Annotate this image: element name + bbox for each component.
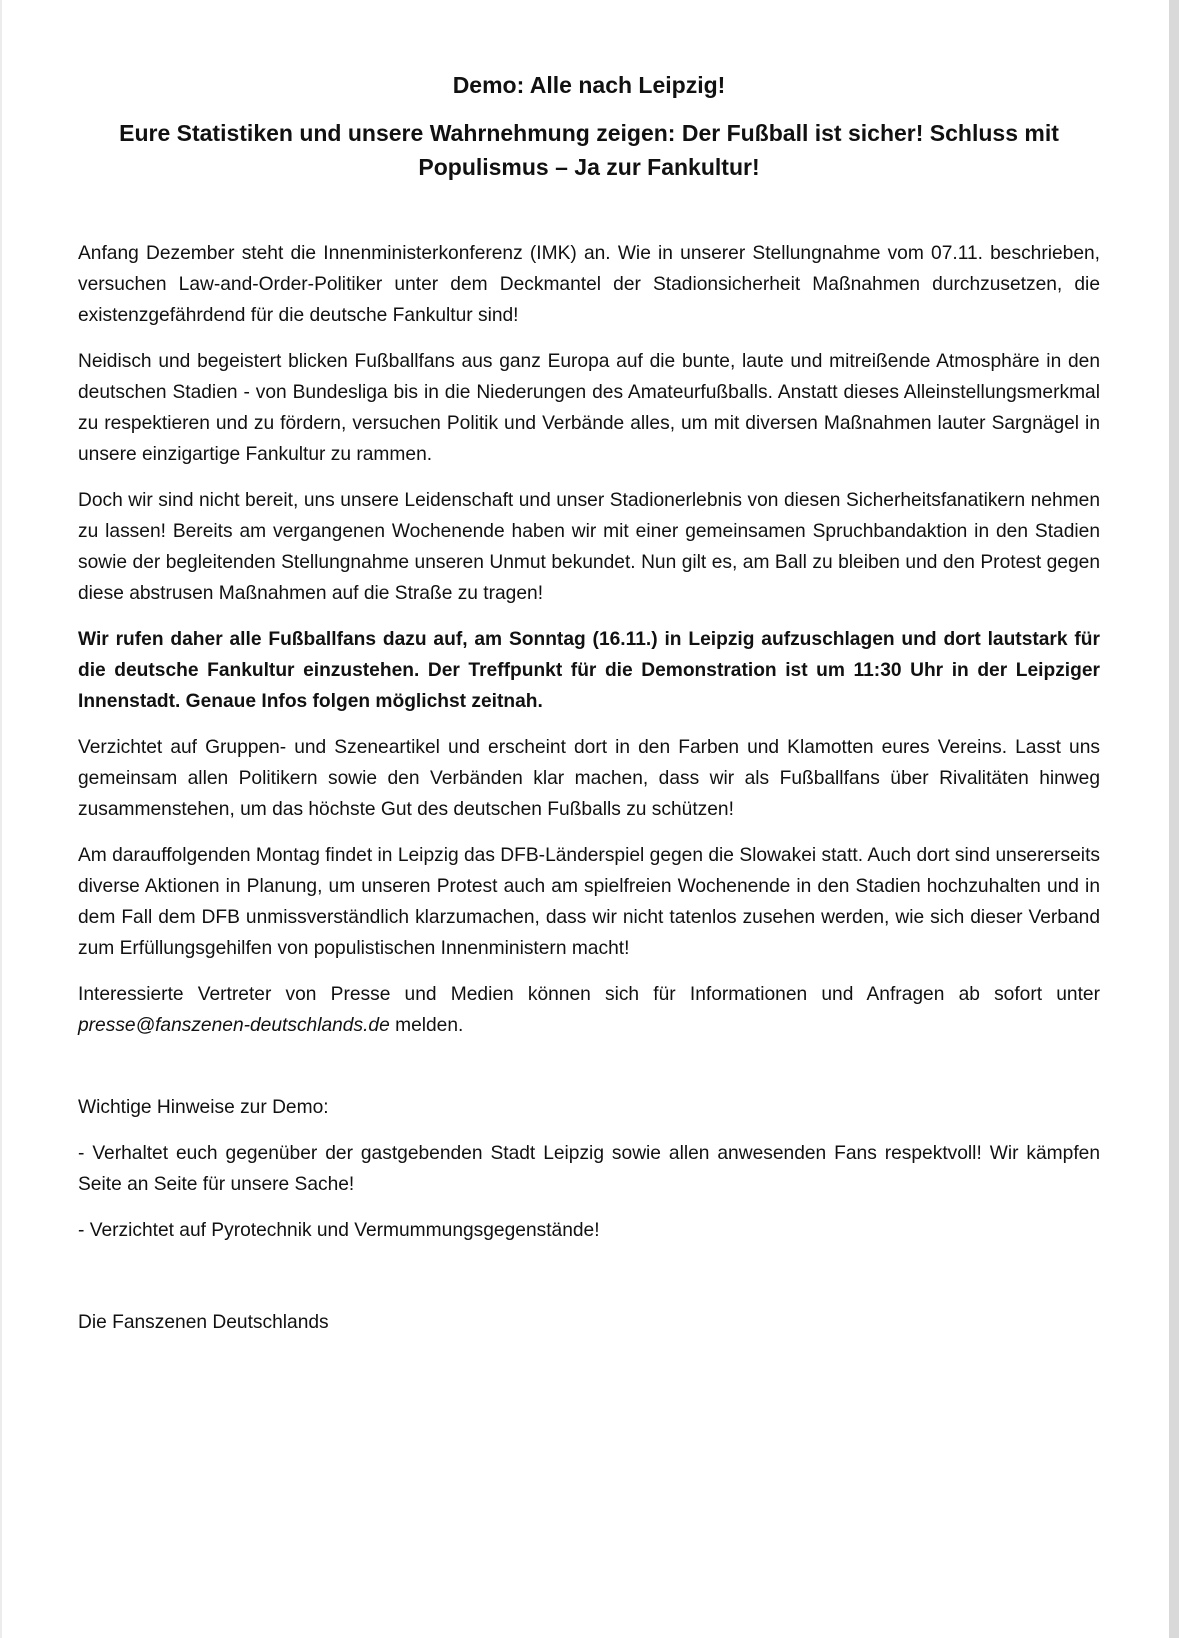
- paragraph-imk: Anfang Dezember steht die Innenministerkonferenz (IMK) an. Wie in unserer Stellungnahme vom 07.11. beschrieben, versuchen Law-and-Order-Politiker unter dem Deckmantel der Stadionsicherheit Maßnahmen durchzusetzen, die existenzgefährdend für die deutsche Fankultur sind!: [78, 243, 1100, 326]
- notes-heading: Wichtige Hinweise zur Demo:: [78, 1097, 329, 1118]
- notes-item-respect: - Verhaltet euch gegenüber der gastgebenden Stadt Leipzig sowie allen anwesenden Fans respektvoll! Wir kämpfen Seite an Seite für unsere Sache!: [78, 1143, 1100, 1195]
- document-title: Demo: Alle nach Leipzig!: [452, 72, 726, 98]
- paragraph-dfb-match: Am darauffolgenden Montag findet in Leipzig das DFB-Länderspiel gegen die Slowakei statt. Auch dort sind unsererseits diverse Aktionen in Planung, um unseren Protest auch am spielfreien Wochenende in den Stadien hochzuhalten und in dem Fall dem DFB unmissverständlich klarzumachen, dass wir nicht tatenlos zusehen werden, wie sich dieser Verband zum Erfüllungsgehilfen von populistischen Innenministern macht!: [78, 845, 1100, 959]
- press-text-after: melden.: [389, 1015, 464, 1036]
- spacer: [78, 1261, 1100, 1307]
- signature: Die Fanszenen Deutschlands: [78, 1312, 329, 1333]
- page-left-edge: [0, 0, 2, 1638]
- paragraph-not-ready: Doch wir sind nicht bereit, uns unsere Leidenschaft und unser Stadionerlebnis von diesen Sicherheitsfanatikern nehmen zu lassen! Bereits am vergangenen Wochenende haben wir mit einer gemeinsamen Spruchbandaktion in den Stadien sowie der begleitenden Stellungnahme unseren Unmut bekundet. Nun gilt es, am Ball zu bleiben und den Protest gegen diese abstrusen Maßnahmen auf die Straße zu tragen!: [78, 490, 1100, 604]
- paragraph-press: [78, 979, 1100, 1041]
- page-right-edge: [1169, 0, 1179, 1638]
- paragraph-atmosphere: Neidisch und begeistert blicken Fußballfans aus ganz Europa auf die bunte, laute und mitreißende Atmosphäre in den deutschen Stadien - von Bundesliga bis in die Niederungen des Amateurfußballs. Anstatt dieses Alleinstellungsmerkmal zu respektieren und zu fördern, versuchen Politik und Verbände alles, um mit diversen Maßnahmen lauter Sargnägel in unsere einzigartige Fankultur zu rammen.: [78, 351, 1100, 465]
- press-text-before: Interessierte Vertreter von Presse und Medien können sich für Informationen und Anfragen ab sofort unter: [78, 984, 1100, 1005]
- spacer: [78, 1056, 1100, 1092]
- paragraph-club-colors: Verzichtet auf Gruppen- und Szeneartikel und erscheint dort in den Farben und Klamotten eures Vereins. Lasst uns gemeinsam allen Politikern sowie den Verbänden klar machen, dass wir als Fußballfans über Rivalitäten hinweg zusammenstehen, um das höchste Gut des deutschen Fußballs zu schützen!: [78, 737, 1100, 820]
- document-subtitle: Eure Statistiken und unsere Wahrnehmung zeigen: Der Fußball ist sicher! Schluss mit Populismus – Ja zur Fankultur!: [119, 120, 1059, 180]
- notes-item-pyro: - Verzichtet auf Pyrotechnik und Vermummungsgegenstände!: [78, 1220, 600, 1241]
- paragraph-call-to-action: Wir rufen daher alle Fußballfans dazu auf, am Sonntag (16.11.) in Leipzig aufzuschlagen und dort lautstark für die deutsche Fankultur einzustehen. Der Treffpunkt für die Demonstration ist um 11:30 Uhr in der Leipziger Innenstadt. Genaue Infos folgen möglichst zeitnah.: [78, 629, 1100, 712]
- document-page: [78, 70, 1100, 1353]
- press-email-link[interactable]: presse@fanszenen-deutschlands.de: [78, 1015, 390, 1036]
